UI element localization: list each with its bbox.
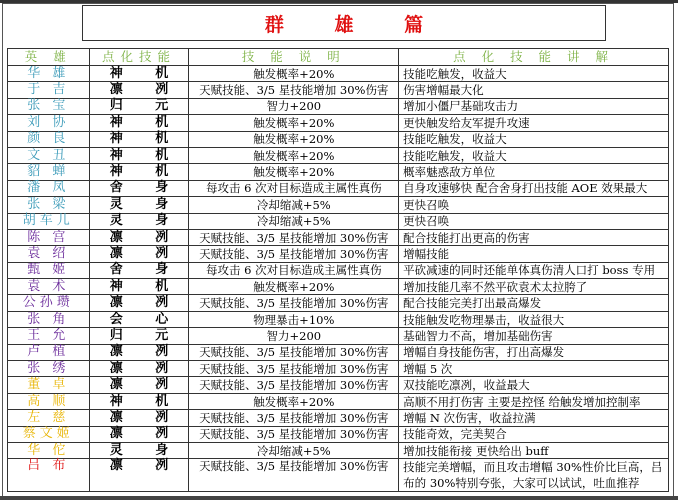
skill-explanation: 技能奇效，完美契合	[399, 426, 669, 442]
hero-name: 左 慈	[8, 410, 90, 426]
skill-name: 灵 身	[89, 442, 189, 458]
table-row	[8, 295, 669, 311]
skill-description: 天赋技能、3/5 星技能增加 30%伤害	[189, 459, 399, 492]
skill-description: 天赋技能、3/5 星技能增加 30%伤害	[189, 229, 399, 245]
skill-name: 凛 冽	[89, 295, 189, 311]
skill-explanation: 增幅技能	[399, 246, 669, 262]
skill-description: 智力+200	[189, 328, 399, 344]
table-row	[8, 131, 669, 147]
skill-explanation: 更快召唤	[399, 213, 669, 229]
hero-name: 袁 绍	[8, 246, 90, 262]
header-description: 技 能 说 明	[189, 49, 399, 66]
skill-description: 冷却缩减+5%	[189, 442, 399, 458]
hero-name: 张 绣	[8, 361, 90, 377]
skill-description: 冷却缩减+5%	[189, 213, 399, 229]
table-row	[8, 377, 669, 393]
skill-explanation: 平砍减速的同时还能单体真伤清人口打 boss 专用	[399, 262, 669, 278]
table-row	[8, 246, 669, 262]
table-row	[8, 115, 669, 131]
skill-description: 物理暴击+10%	[189, 311, 399, 327]
skill-name: 神 机	[89, 279, 189, 295]
skill-explanation: 高顺不用打伤害 主要是控怪 给触发增加控制率	[399, 393, 669, 409]
hero-name: 胡车儿	[8, 213, 90, 229]
skill-explanation: 技能吃触发，收益大	[399, 147, 669, 163]
skill-description: 天赋技能、3/5 星技能增加 30%伤害	[189, 426, 399, 442]
hero-skill-table	[7, 48, 669, 492]
hero-name: 陈 宫	[8, 229, 90, 245]
skill-description: 触发概率+20%	[189, 115, 399, 131]
skill-explanation: 自身攻速够快 配合舍身打出技能 AOE 效果最大	[399, 180, 669, 196]
hero-name: 貂 蝉	[8, 164, 90, 180]
hero-name: 蔡文姬	[8, 426, 90, 442]
table-row	[8, 197, 669, 213]
skill-name: 灵 身	[89, 213, 189, 229]
skill-explanation: 伤害增幅最大化	[399, 82, 669, 98]
hero-name: 华 佗	[8, 442, 90, 458]
skill-name: 凛 冽	[89, 426, 189, 442]
header-skill: 点化技能	[89, 49, 189, 66]
skill-name: 凛 冽	[89, 344, 189, 360]
hero-name: 华 雄	[8, 66, 90, 82]
skill-name: 凛 冽	[89, 377, 189, 393]
table-row	[8, 66, 669, 82]
hero-name: 袁 术	[8, 279, 90, 295]
table-row	[8, 361, 669, 377]
skill-description: 触发概率+20%	[189, 393, 399, 409]
table-row	[8, 180, 669, 196]
skill-explanation: 基础智力不高，增加基础伤害	[399, 328, 669, 344]
skill-explanation: 增幅 5 次	[399, 361, 669, 377]
table-row	[8, 393, 669, 409]
skill-name: 凛 冽	[89, 82, 189, 98]
skill-name: 归 元	[89, 98, 189, 114]
skill-description: 每攻击 6 次对目标造成主属性真伤	[189, 262, 399, 278]
skill-explanation: 增加技能几率不然平砍袁术太拉胯了	[399, 279, 669, 295]
hero-name: 吕 布	[8, 459, 90, 492]
skill-name: 神 机	[89, 115, 189, 131]
table-row	[8, 82, 669, 98]
hero-name: 甄 姬	[8, 262, 90, 278]
hero-name: 张 宝	[8, 98, 90, 114]
skill-name: 神 机	[89, 66, 189, 82]
hero-name: 文 丑	[8, 147, 90, 163]
skill-name: 神 机	[89, 393, 189, 409]
skill-name: 神 机	[89, 131, 189, 147]
hero-name: 张 角	[8, 311, 90, 327]
skill-name: 凛 冽	[89, 246, 189, 262]
table-row	[8, 229, 669, 245]
header-explanation: 点 化 技 能 讲 解	[399, 49, 669, 66]
skill-description: 天赋技能、3/5 星技能增加 30%伤害	[189, 361, 399, 377]
table-row	[8, 147, 669, 163]
skill-explanation: 概率魅惑敌方单位	[399, 164, 669, 180]
table-row	[8, 328, 669, 344]
page-title: 群 雄 篇	[264, 13, 446, 36]
skill-description: 天赋技能、3/5 星技能增加 30%伤害	[189, 377, 399, 393]
hero-name: 颜 良	[8, 131, 90, 147]
hero-name: 公孙瓒	[8, 295, 90, 311]
header-hero: 英 雄	[8, 49, 90, 66]
table-row	[8, 410, 669, 426]
skill-name: 神 机	[89, 147, 189, 163]
hero-name: 王 允	[8, 328, 90, 344]
skill-explanation: 技能完美增幅，而且攻击增幅 30%性价比巨高，吕布的 30%特别夸张，大家可以试试，吐血推荐	[399, 459, 669, 492]
skill-description: 触发概率+20%	[189, 147, 399, 163]
skill-description: 触发概率+20%	[189, 66, 399, 82]
table-row	[8, 311, 669, 327]
skill-explanation: 更快召唤	[399, 197, 669, 213]
hero-name: 刘 协	[8, 115, 90, 131]
skill-explanation: 更快触发给友军提升攻速	[399, 115, 669, 131]
skill-explanation: 技能吃触发，收益大	[399, 66, 669, 82]
table-header-row	[8, 49, 669, 66]
skill-description: 天赋技能、3/5 星技能增加 30%伤害	[189, 246, 399, 262]
skill-description: 天赋技能、3/5 星技能增加 30%伤害	[189, 410, 399, 426]
skill-explanation: 增幅自身技能伤害，打出高爆发	[399, 344, 669, 360]
skill-explanation: 配合技能完美打出最高爆发	[399, 295, 669, 311]
table-row	[8, 459, 669, 492]
skill-name: 凛 冽	[89, 229, 189, 245]
skill-description: 智力+200	[189, 98, 399, 114]
skill-name: 凛 冽	[89, 361, 189, 377]
skill-description: 触发概率+20%	[189, 131, 399, 147]
title-box	[82, 5, 606, 41]
table-row	[8, 426, 669, 442]
skill-explanation: 增加小僵尸基础攻击力	[399, 98, 669, 114]
skill-explanation: 增幅 N 次伤害，收益拉满	[399, 410, 669, 426]
skill-name: 凛 冽	[89, 410, 189, 426]
skill-explanation: 双技能吃凛冽，收益最大	[399, 377, 669, 393]
table-row	[8, 213, 669, 229]
skill-name: 灵 身	[89, 197, 189, 213]
skill-name: 神 机	[89, 164, 189, 180]
hero-name: 董 卓	[8, 377, 90, 393]
table-row	[8, 98, 669, 114]
skill-name: 舍 身	[89, 262, 189, 278]
skill-description: 天赋技能、3/5 星技能增加 30%伤害	[189, 344, 399, 360]
skill-description: 每攻击 6 次对目标造成主属性真伤	[189, 180, 399, 196]
skill-explanation: 技能吃触发，收益大	[399, 131, 669, 147]
skill-name: 凛 冽	[89, 459, 189, 492]
skill-description: 天赋技能、3/5 星技能增加 30%伤害	[189, 295, 399, 311]
skill-explanation: 配合技能打出更高的伤害	[399, 229, 669, 245]
skill-description: 冷却缩减+5%	[189, 197, 399, 213]
table-row	[8, 442, 669, 458]
skill-explanation: 增加技能衔接 更快给出 buff	[399, 442, 669, 458]
hero-name: 张 梁	[8, 197, 90, 213]
hero-name: 卢 植	[8, 344, 90, 360]
skill-name: 会 心	[89, 311, 189, 327]
table-row	[8, 344, 669, 360]
skill-description: 天赋技能、3/5 星技能增加 30%伤害	[189, 82, 399, 98]
hero-name: 高 顺	[8, 393, 90, 409]
skill-name: 舍 身	[89, 180, 189, 196]
skill-description: 触发概率+20%	[189, 279, 399, 295]
skill-description: 触发概率+20%	[189, 164, 399, 180]
skill-explanation: 技能触发吃物理暴击，收益很大	[399, 311, 669, 327]
skill-name: 归 元	[89, 328, 189, 344]
table-row	[8, 262, 669, 278]
hero-name: 于 吉	[8, 82, 90, 98]
hero-name: 潘 凤	[8, 180, 90, 196]
bottom-border	[0, 496, 678, 500]
table-row	[8, 279, 669, 295]
table-row	[8, 164, 669, 180]
